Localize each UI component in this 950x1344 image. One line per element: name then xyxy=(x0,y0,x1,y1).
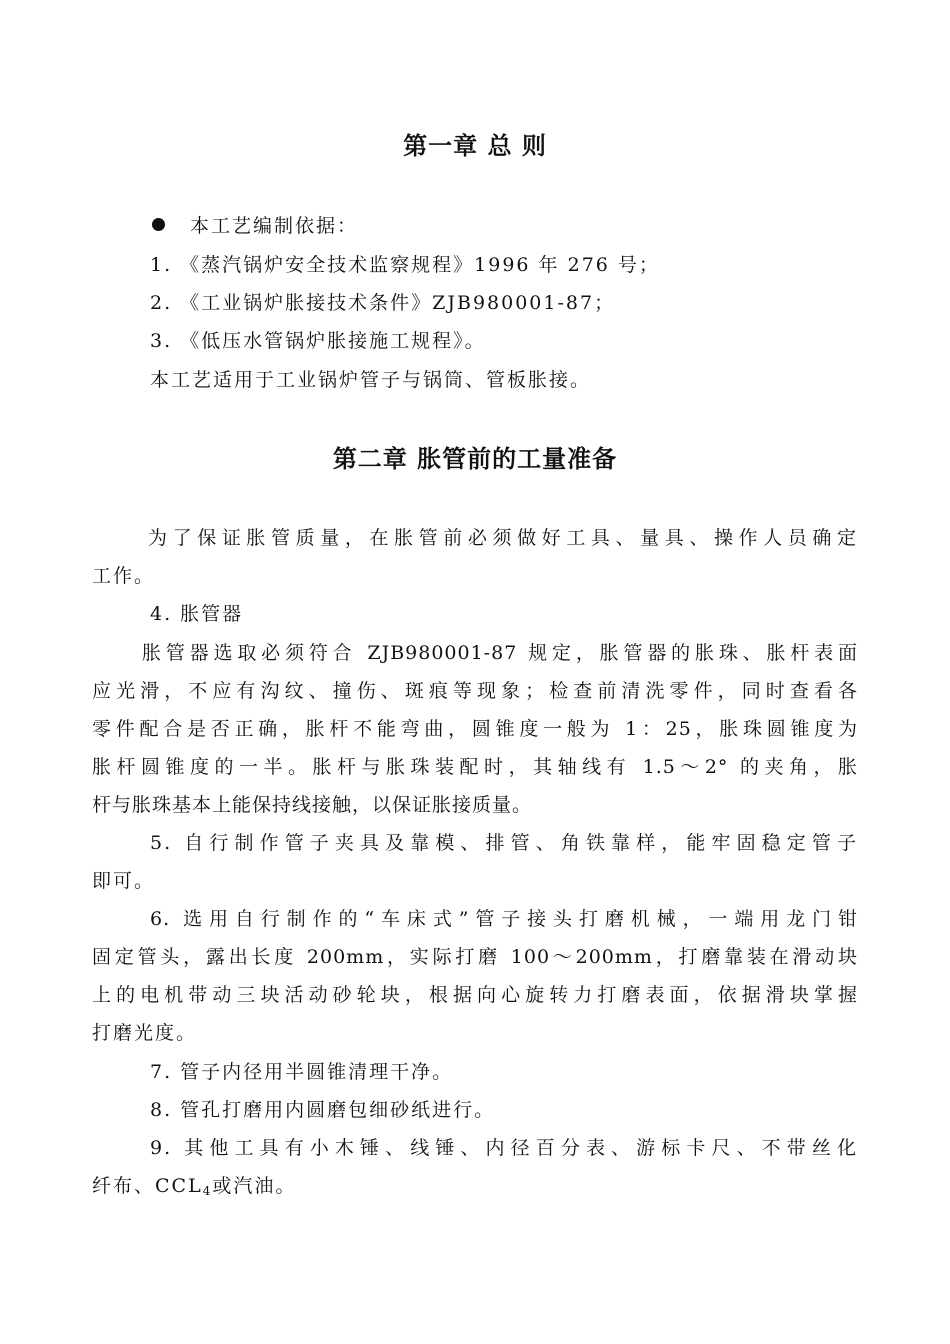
item-4-body-line: 胀杆圆锥度的一半。胀杆与胀珠装配时，其轴线有 1.5～2° 的夹角，胀 xyxy=(92,756,858,778)
item-4-heading: 4. 胀管器 xyxy=(150,603,244,625)
item-6-line: 6. 选用自行制作的“车床式”管子接头打磨机械，一端用龙门钳 xyxy=(150,908,858,930)
reference-item: 2. 《工业锅炉胀接技术条件》ZJB980001-87； xyxy=(150,292,616,314)
item-9-line xyxy=(92,1172,296,1200)
intro-paragraph-line: 工作。 xyxy=(92,565,156,587)
intro-paragraph-line: 为了保证胀管质量，在胀管前必须做好工具、量具、操作人员确定 xyxy=(148,527,858,549)
item-4-body-line: 应光滑，不应有沟纹、撞伤、斑痕等现象；检查前清洗零件，同时查看各 xyxy=(92,680,858,702)
item-9-line: 9. 其他工具有小木锤、线锤、内径百分表、游标卡尺、不带丝化 xyxy=(150,1137,858,1159)
item-5-line: 即可。 xyxy=(92,870,156,892)
item-9-text: 纤布、CCL xyxy=(92,1175,203,1197)
basis-heading: 本工艺编制依据： xyxy=(190,215,359,237)
bullet-icon xyxy=(152,218,165,231)
scope-statement: 本工艺适用于工业锅炉管子与锅筒、管板胀接。 xyxy=(150,369,592,391)
item-6-line: 固定管头，露出长度 200mm，实际打磨 100～200mm，打磨靠装在滑动块 xyxy=(92,946,858,968)
item-4-body-line: 零件配合是否正确，胀杆不能弯曲，圆锥度一般为 1：25，胀珠圆锥度为 xyxy=(92,718,858,740)
item-6-line: 打磨光度。 xyxy=(92,1022,198,1044)
reference-item: 3. 《低压水管锅炉胀接施工规程》。 xyxy=(150,330,486,352)
item-4-body-line: 胀管器选取必须符合 ZJB980001-87 规定，胀管器的胀珠、胀杆表面 xyxy=(142,642,858,664)
chapter-1-title: 第一章 总 则 xyxy=(403,132,547,160)
item-4-body-line: 杆与胀珠基本上能保持线接触，以保证胀接质量。 xyxy=(92,794,533,816)
item-6-line: 上的电机带动三块活动砂轮块，根据向心旋转力打磨表面，依据滑块掌握 xyxy=(92,984,858,1006)
item-8-line: 8. 管孔打磨用内圆磨包细砂纸进行。 xyxy=(150,1099,496,1121)
reference-item: 1. 《蒸汽锅炉安全技术监察规程》1996 年 276 号； xyxy=(150,254,660,276)
subscript-4: 4 xyxy=(202,1184,213,1198)
item-7-line: 7. 管子内径用半圆锥清理干净。 xyxy=(150,1061,454,1083)
chapter-2-title: 第二章 胀管前的工量准备 xyxy=(332,445,618,473)
item-9-text: 或汽油。 xyxy=(212,1175,297,1197)
item-5-line: 5. 自行制作管子夹具及靠模、排管、角铁靠样，能牢固稳定管子 xyxy=(150,832,858,854)
